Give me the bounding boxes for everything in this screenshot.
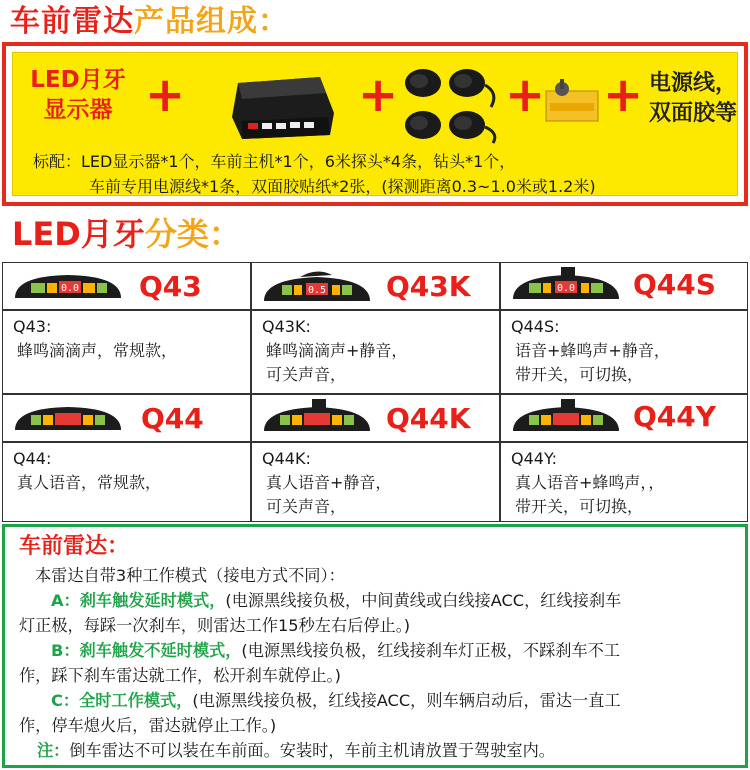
model-label-q43: Q43 [139, 270, 202, 303]
model-desc-q44s [500, 310, 748, 394]
desc-line: 真人语音+静音， [266, 473, 392, 492]
led-classification-title [12, 212, 241, 256]
led-display-icon [509, 267, 623, 305]
working-modes-text [19, 563, 739, 763]
working-modes-box [2, 524, 748, 768]
led-display-icon [260, 399, 374, 437]
display-reading: 0.0 [60, 283, 80, 294]
config-line1: 标配：LED显示器*1个，车前主机*1个，6米探头*4条，钻头*1个， [33, 152, 516, 171]
desc-title: Q44K: [262, 449, 311, 468]
led-display-icon [509, 399, 623, 437]
note-label: 注： [37, 741, 70, 760]
model-card-q44s [500, 262, 748, 310]
desc-line: 语音+蜂鸣声+静音， [515, 341, 670, 360]
note-line [19, 738, 739, 763]
desc-line: 带开关，可切换， [515, 365, 644, 384]
mode-c-line2: 作，停车熄火后，雷达就停止工作。) [19, 716, 277, 735]
mode-b-line2: 作，踩下刹车雷达就工作，松开刹车就停止。) [19, 666, 341, 685]
desc-line: 蜂鸣滴滴声，常规款， [17, 341, 178, 360]
model-desc-q43k [251, 310, 500, 394]
sensors-image [395, 63, 505, 147]
desc-block [511, 315, 670, 387]
desc-line: 真人语音，常规款， [17, 473, 162, 492]
desc-block [13, 447, 161, 495]
power-cable-title [645, 69, 741, 129]
working-modes-title: 车前雷达： [19, 534, 130, 559]
note-text: 倒车雷达不可以装在车前面。安装时，车前主机请放置于驾驶室内。 [69, 741, 555, 760]
model-card-q44 [2, 394, 251, 442]
mode-b-label: B：刹车触发不延时模式， [51, 641, 242, 660]
display-reading: 0.5 [307, 285, 327, 296]
desc-line: 可关声音， [266, 497, 347, 516]
model-desc-q43 [2, 310, 251, 394]
mode-a-text: (电源黑线接负极，中间黄线或白线接ACC，红线接刹车 [225, 591, 622, 610]
title-gold-part: 产品组成： [134, 4, 289, 39]
plus-sign: + [505, 67, 546, 123]
power-line2: 双面胶等 [648, 101, 737, 126]
model-desc-q44k [251, 442, 500, 522]
desc-line: 可关声音， [266, 365, 347, 384]
led-display-icon [260, 267, 374, 305]
model-card-q43 [2, 262, 251, 310]
title-red-part: 车前雷达 [10, 4, 134, 39]
led-title-line1: LED月牙 [30, 67, 126, 93]
model-label-q44s: Q44S [633, 268, 716, 301]
standard-config-text [33, 149, 733, 199]
title-gold-part: 分类： [144, 215, 241, 253]
mode-a-label: A：刹车触发延时模式， [51, 591, 226, 610]
desc-title: Q44: [13, 449, 52, 468]
desc-title: Q44Y: [511, 449, 557, 468]
desc-block [511, 447, 664, 519]
desc-line: 蜂鸣滴滴声+静音， [266, 341, 408, 360]
led-display-icon [11, 402, 125, 436]
model-card-q44k [251, 394, 500, 442]
mode-c-line1 [19, 688, 739, 713]
drill-bit-image [540, 79, 604, 125]
title-red-part: LED月牙 [12, 215, 145, 253]
led-title-line2: 显示器 [43, 97, 113, 123]
led-display-title [23, 65, 133, 125]
desc-block [262, 315, 407, 387]
modes-intro: 本雷达自带3种工作模式（接电方式不同）： [35, 566, 345, 585]
display-reading: 0.0 [556, 283, 576, 294]
mode-c-text: (电源黑线接负极，红线接ACC，则车辆启动后，雷达一直工 [192, 691, 621, 710]
plus-sign: + [603, 67, 644, 123]
model-desc-q44y [500, 442, 748, 522]
mode-b-line1 [19, 638, 739, 663]
power-line1: 电源线， [648, 71, 737, 96]
plus-sign: + [145, 67, 186, 123]
led-display-icon [11, 272, 125, 302]
desc-block [262, 447, 391, 519]
product-composition-panel [12, 52, 738, 196]
product-composition-title [10, 2, 289, 42]
mode-b-text: (电源黑线接负极，红线接刹车灯正极，不踩刹车不工 [241, 641, 621, 660]
model-desc-q44 [2, 442, 251, 522]
config-line2: 车前专用电源线*1条，双面胶贴纸*2张，(探测距离0.3~1.0米或1.2米) [89, 177, 596, 196]
product-composition-box [2, 42, 748, 206]
mode-a-line1 [19, 588, 739, 613]
mode-a-line2: 灯正极，每踩一次刹车，则雷达工作15秒左右后停止。) [19, 616, 411, 635]
model-label-q44: Q44 [141, 402, 204, 435]
model-label-q43k: Q43K [386, 270, 471, 303]
model-label-q44y: Q44Y [633, 400, 717, 433]
desc-line: 真人语音+蜂鸣声，， [515, 473, 665, 492]
model-card-q44y [500, 394, 748, 442]
host-unit-image [228, 73, 338, 141]
model-label-q44k: Q44K [386, 402, 471, 435]
mode-c-label: C：全时工作模式， [51, 691, 193, 710]
desc-title: Q44S: [511, 317, 560, 336]
desc-title: Q43K: [262, 317, 311, 336]
desc-line: 带开关，可切换， [515, 497, 644, 516]
model-card-q43k [251, 262, 500, 310]
desc-block [13, 315, 177, 363]
plus-sign: + [358, 67, 399, 123]
desc-title: Q43: [13, 317, 52, 336]
